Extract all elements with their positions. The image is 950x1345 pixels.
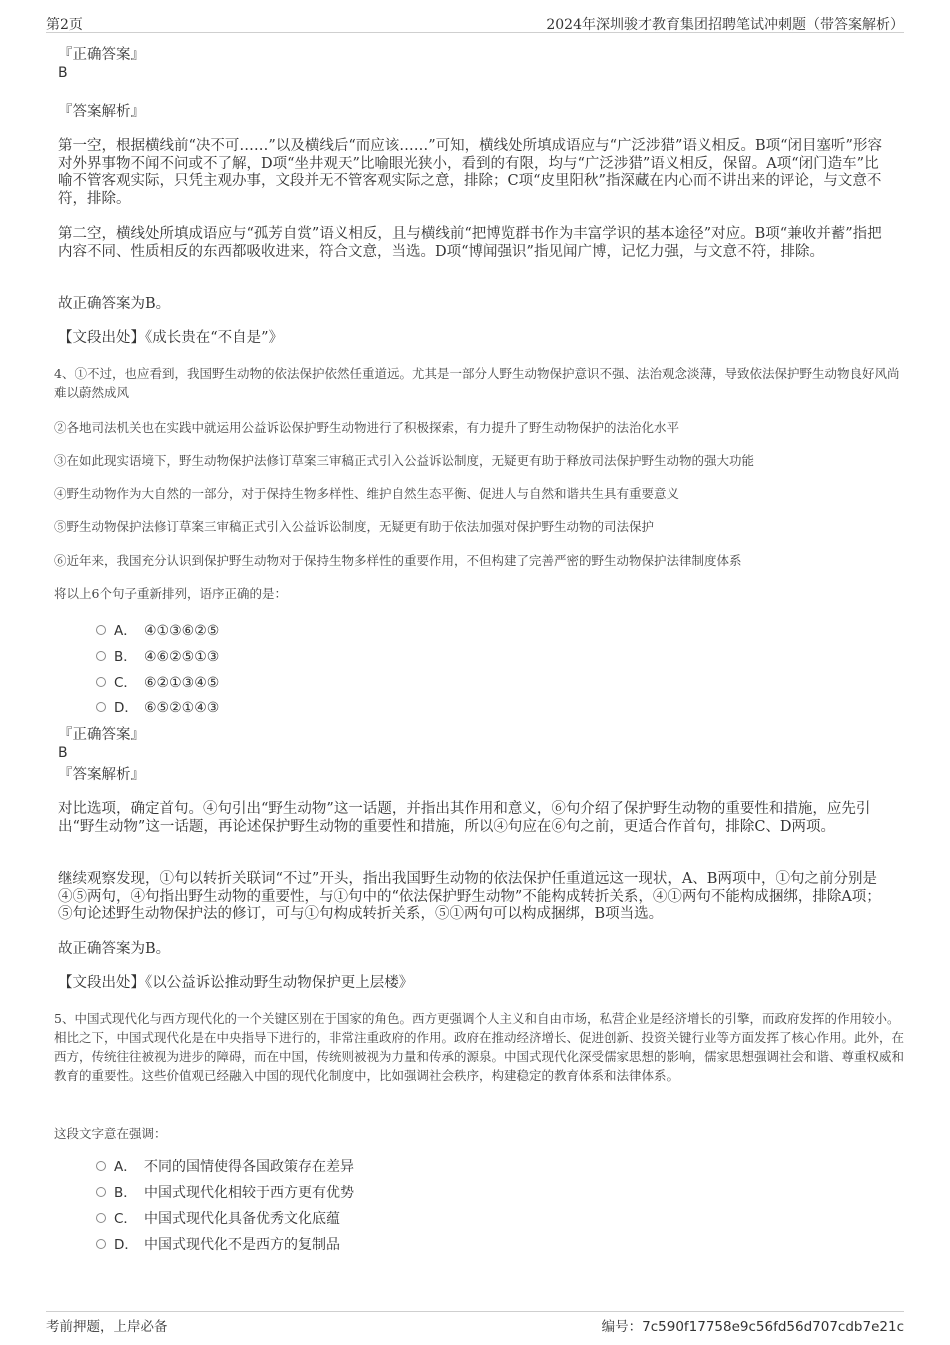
analysis-label: 『答案解析』 — [58, 104, 145, 120]
correct-answer-label: 『正确答案』 — [58, 47, 145, 63]
option-text: 中国式现代化具备优秀文化底蕴 — [144, 1211, 340, 1227]
code-value: 7c590f17758e9c56fd56d707cdb7e21c — [642, 1319, 904, 1335]
option-text: ④⑥②⑤①③ — [144, 649, 220, 665]
option-b[interactable] — [96, 1184, 354, 1202]
option-d[interactable] — [96, 1236, 340, 1254]
radio-icon[interactable] — [96, 1213, 106, 1223]
question-sentence: ④野生动物作为大自然的一部分，对于保持生物多样性、维护自然生态平衡、促进人与自然和谐共生具有重要意义 — [54, 486, 680, 501]
question-stem: 5、中国式现代化与西方现代化的一个关键区别在于国家的角色。西方更强调个人主义和自由市场，私营企业是经济增长的引擎，而政府发挥的作用较小。相比之下，中国式现代化是在中央指导下进行的，非常注重政府的作用。政府在推动经济增长、促进创新、投资关键行业等方面发挥了核心作用。此外，在西方，传统往往被视为进步的障碍，而在中国，传统则被视为力量和传承的源泉。中国式现代化深受儒家思想的影响，儒家思想强调社会和谐、尊重权威和教育的重要性。这些价值观已经融入中国的现代化制度中，比如强调社会秩序，构建稳定的教育体系和法律体系。 — [54, 1011, 905, 1083]
code-label: 编号： — [601, 1319, 643, 1335]
question-prompt: 将以上6个句子重新排列，语序正确的是： — [54, 586, 287, 601]
option-key: B． — [114, 649, 137, 665]
option-key: C． — [114, 675, 137, 691]
analysis-label: 『答案解析』 — [58, 767, 145, 783]
option-text: ⑥②①③④⑤ — [144, 675, 220, 691]
option-key: C． — [114, 1211, 137, 1227]
conclusion-text: 故正确答案为B。 — [58, 941, 171, 957]
option-key: A． — [114, 1159, 137, 1175]
conclusion-text: 故正确答案为B。 — [58, 296, 171, 312]
analysis-paragraph: 对比选项，确定首句。④句引出“野生动物”这一话题，并指出其作用和意义，⑥句介绍了保护野生动物的重要性和措施，应先引出“野生动物”这一话题，再论述保护野生动物的重要性和措施，所以④句应在⑥句之前，更适合作首句，排除C、D两项。 — [58, 801, 871, 835]
radio-icon[interactable] — [96, 625, 106, 635]
radio-icon[interactable] — [96, 677, 106, 687]
page-number: 第2页 — [46, 17, 83, 33]
document-code — [602, 1315, 904, 1335]
option-text: ④①③⑥②⑤ — [144, 623, 220, 639]
correct-answer-value: B — [58, 745, 68, 761]
option-c[interactable] — [96, 1210, 340, 1228]
option-key: D． — [114, 700, 138, 716]
question-sentence: ⑥近年来，我国充分认识到保护野生动物对于保持生物多样性的重要作用，不但构建了完善严密的野生动物保护法律制度体系 — [54, 553, 742, 568]
footer-slogan: 考前押题，上岸必备 — [46, 1319, 168, 1335]
radio-icon[interactable] — [96, 702, 106, 712]
page-header — [46, 12, 904, 33]
document-title: 2024年深圳骏才教育集团招聘笔试冲刺题（带答案解析） — [546, 17, 904, 33]
option-b[interactable] — [96, 648, 219, 666]
option-key: A． — [114, 623, 137, 639]
question-sentence: ②各地司法机关也在实践中就运用公益诉讼保护野生动物进行了积极探索，有力提升了野生动物保护的法治化水平 — [54, 420, 680, 435]
option-text: 不同的国情使得各国政策存在差异 — [144, 1159, 354, 1175]
radio-icon[interactable] — [96, 1161, 106, 1171]
correct-answer-label: 『正确答案』 — [58, 727, 145, 743]
analysis-paragraph: 第二空，横线处所填成语应与“孤芳自赏”语义相反，且与横线前“把博览群书作为丰富学识的基本途径”对应。B项“兼收并蓄”指把内容不同、性质相反的东西都吸收进来，符合文意，当选。D项“博闻强识”指见闻广博，记忆力强，与文意不符，排除。 — [58, 226, 882, 260]
option-a[interactable] — [96, 622, 219, 640]
analysis-paragraph: 第一空，根据横线前“决不可……”以及横线后“而应该……”可知，横线处所填成语应与“广泛涉猎”语义相反。B项“闭目塞听”形容对外界事物不闻不问或不了解，D项“坐井观天”比喻眼光狭小，看到的有限，均与“广泛涉猎”语义相反，保留。A项“闭门造车”比喻不管客观实际，只凭主观办事，文段并无不管客观实际之意，排除；C项“皮里阳秋”指深藏在内心而不讲出来的评论，与文意不符，排除。 — [58, 138, 882, 207]
radio-icon[interactable] — [96, 1239, 106, 1249]
option-key: D． — [114, 1237, 138, 1253]
analysis-paragraph: 继续观察发现，①句以转折关联词“不过”开头，指出我国野生动物的依法保护任重道远这一现状，A、B两项中，①句之前分别是④⑤两句，④句指出野生动物的重要性，与①句中的“依法保护野生动物”不能构成转折关系，④①两句不能构成捆绑，排除A项；⑤句论述野生动物保护法的修订，可与①句构成转折关系，⑤①两句可以构成捆绑，B项当选。 — [58, 871, 881, 922]
option-text: 中国式现代化相较于西方更有优势 — [144, 1185, 354, 1201]
option-d[interactable] — [96, 699, 219, 717]
radio-icon[interactable] — [96, 651, 106, 661]
question-sentence: ⑤野生动物保护法修订草案三审稿正式引入公益诉讼制度，无疑更有助于依法加强对保护野生动物的司法保护 — [54, 519, 655, 534]
question-sentence: ③在如此现实语境下，野生动物保护法修订草案三审稿正式引入公益诉讼制度，无疑更有助于释放司法保护野生动物的强大功能 — [54, 453, 755, 468]
source-citation: 【文段出处】《成长贵在“不自是”》 — [58, 330, 284, 346]
option-key: B． — [114, 1185, 137, 1201]
source-citation: 【文段出处】《以公益诉讼推动野生动物保护更上层楼》 — [58, 975, 414, 991]
correct-answer-value: B — [58, 65, 68, 81]
option-c[interactable] — [96, 674, 219, 692]
radio-icon[interactable] — [96, 1187, 106, 1197]
question-prompt: 这段文字意在强调： — [54, 1126, 167, 1141]
question-sentence: 4、①不过，也应看到，我国野生动物的依法保护依然任重道远。尤其是一部分人野生动物保护意识不强、法治观念淡薄，导致依法保护野生动物良好风尚难以蔚然成风 — [54, 366, 900, 400]
page-footer — [46, 1311, 904, 1336]
option-text: ⑥⑤②①④③ — [144, 700, 220, 716]
option-text: 中国式现代化不是西方的复制品 — [144, 1237, 340, 1253]
option-a[interactable] — [96, 1158, 354, 1176]
